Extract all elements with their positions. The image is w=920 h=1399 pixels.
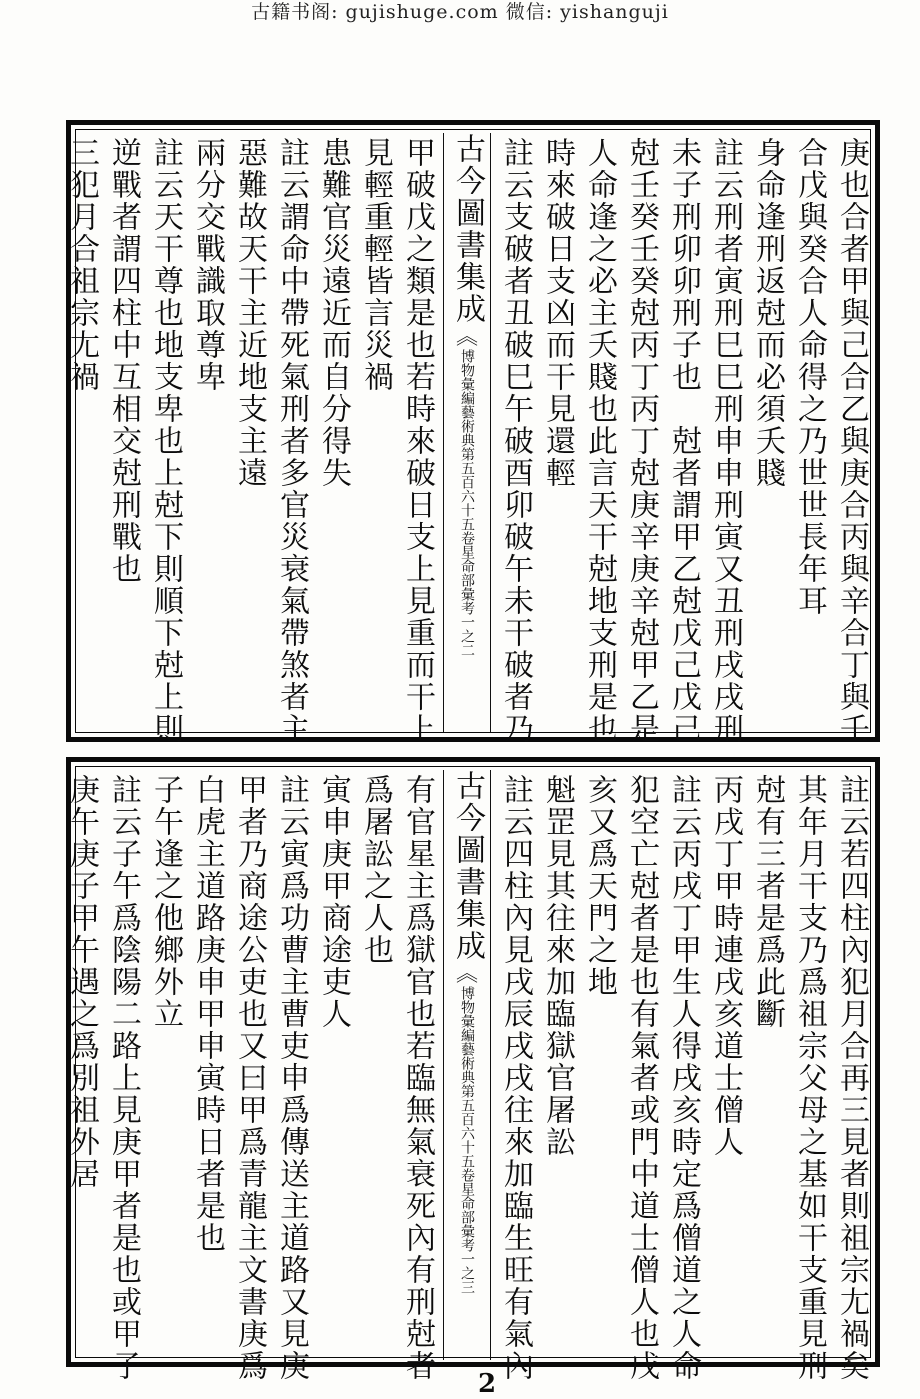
text-column: 註云刑者寅刑巳巳刑申申刑寅又丑刑戌戌刑 [708,137,743,745]
fish-tail-mark: ︽ [455,962,478,987]
text-column: 逆戰者謂四柱中互相交尅刑戰也 [106,137,141,585]
text-column: 時來破日支凶而干見還輕 [540,137,575,489]
text-column: 註云丙戌丁甲生人得戌亥時定爲僧道之人命 [666,774,701,1382]
text-column: 子午逢之他鄉外立 [148,774,183,1030]
text-column: 註云子午爲陰陽二路上見庚甲者是也或甲子 [106,774,141,1382]
text-column: 庚也合者甲與己合乙與庚合丙與辛合丁與壬 [834,137,869,745]
text-column: 註云四柱內見戌辰戌戌往來加臨生旺有氣內 [498,774,533,1382]
book-banner [443,770,491,1360]
text-column: 魁罡見其往來加臨獄官屠訟 [540,774,575,1158]
text-column: 甲破戊之類是也若時來破日支上見重而干上 [400,137,435,745]
text-column: 註云天干尊也地支卑也上尅下則順下尅上則 [148,137,183,745]
text-column: 註云寅爲功曹主曹吏申爲傳送主道路又見庚 [274,774,309,1382]
text-column: 合戊與癸合人命得之乃世世長年耳 [792,137,827,617]
text-column: 惡難故天干主近地支主遠 [232,137,267,489]
text-column: 身命逢刑返尅而必須夭賤 [750,137,785,489]
text-column: 註云若四柱內犯月合再三見者則祖宗尢禍矣 [834,774,869,1382]
fish-tail-mark: ︽ [455,325,478,350]
text-column: 未子刑卯卯刑子也 尅者謂甲乙尅戊己戊己 [666,137,701,745]
text-column: 兩分交戰識取尊卑 [190,137,225,393]
text-column: 見輕重輕皆言災禍 [358,137,393,393]
text-column: 尅壬癸壬癸尅丙丁丙丁尅庚辛庚辛尅甲乙是 [624,137,659,745]
page-number: 2 [478,1369,497,1399]
text-column: 爲屠訟之人也 [358,774,393,966]
top-page [64,120,880,745]
text-column: 其年月干支乃爲祖宗父母之基如干支重見刑 [792,774,827,1382]
volume-caption: 博物彙編藝術典第五百六十五卷星命部彙考一之三 [459,986,475,1294]
text-column: 庚午庚子甲午遇之爲別祖外居 [64,774,99,1190]
book-banner [443,133,491,733]
watermark-text: 古籍书阁: gujishuge.com 微信: yishanguji [251,1,669,23]
text-column: 有官星主爲獄官也若臨無氣衰死內有刑尅者 [400,774,435,1382]
text-column: 患難官災遠近而自分得失 [316,137,351,489]
text-column: 尅有三者是爲此斷 [750,774,785,1030]
text-column: 亥又爲天門之地 [582,774,617,998]
text-column: 丙戌丁甲時連戌亥道士僧人 [708,774,743,1158]
book-title: 古今圖書集成 [450,770,485,962]
text-column: 註云謂命中帶死氣刑者多官災衰氣帶煞者主 [274,137,309,745]
text-column: 註云支破者丑破巳午破酉卯破午未干破者乃 [498,137,533,745]
text-column: 人命逢之必主夭賤也此言天干尅地支刑是也 [582,137,617,745]
book-title: 古今圖書集成 [450,133,485,325]
text-column: 寅申庚甲商途吏人 [316,774,351,1030]
bottom-page [64,757,880,1382]
text-column: 白虎主道路庚申甲申寅時日者是也 [190,774,225,1254]
text-column: 三犯月合祖宗尢禍 [64,137,99,393]
text-column: 犯空亡尅者是也有氣者或門中道士僧人也戌 [624,774,659,1382]
volume-caption: 博物彙編藝術典第五百六十五卷星命部彙考一之二 [459,349,475,657]
text-column: 甲者乃商途公吏也又曰甲爲青龍主文書庚爲 [232,774,267,1382]
